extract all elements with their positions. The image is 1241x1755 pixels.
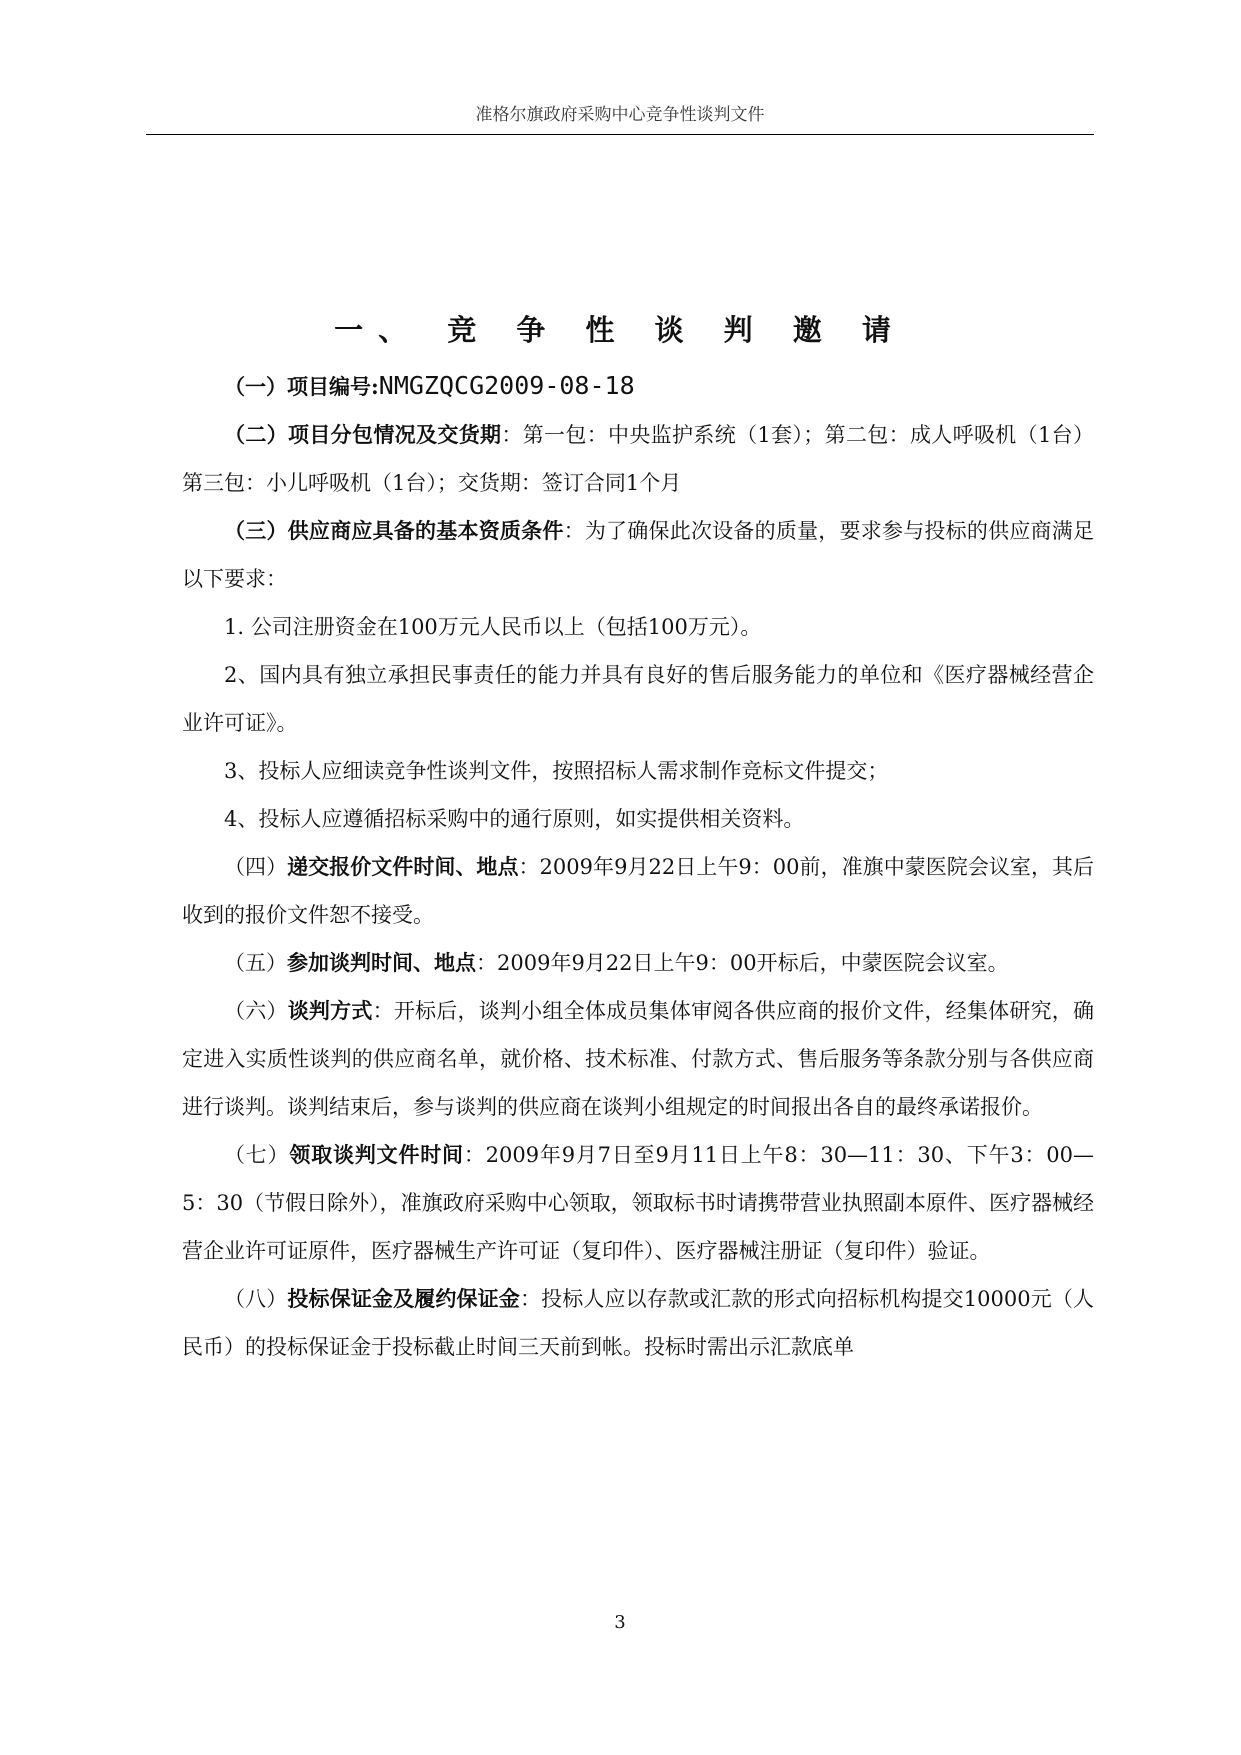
submission-prefix: （四） <box>224 855 288 879</box>
submission-text: ：2009年9月22日上午9：00前，准旗中蒙医院会议室，其后收到的报价文件恕不接受。 <box>182 855 1095 927</box>
section-title: 一、 竞 争 性 谈 判 邀 请 <box>334 313 906 347</box>
page-number: 3 <box>614 1612 626 1633</box>
submission-label: 递交报价文件时间、地点 <box>287 854 519 879</box>
requirement-item-4: 4、投标人应遵循招标采购中的通行原则，如实提供相关资料。 <box>224 807 805 831</box>
negotiation-time-label: 参加谈判时间、地点 <box>287 950 476 975</box>
paragraph-negotiation-time <box>182 939 1094 987</box>
lots-delivery-text: ：第一包：中央监护系统（1套）；第二包：成人呼吸机（1台）第三包：小儿呼吸机（1台）；交货期：签订合同1个月 <box>182 423 1094 495</box>
requirement-item-2: 2、国内具有独立承担民事责任的能力并具有良好的售后服务能力的单位和《医疗器械经营企业许可证》。 <box>182 663 1094 735</box>
document-pickup-prefix: （七） <box>224 1143 290 1167</box>
document-pickup-text: ：2009年9月7日至9月11日上午8：30—11：30、下午3：00—5：30（节假日除外），准旗政府采购中心领取，领取标书时请携带营业执照副本原件、医疗器械经营企业许可证原件，医疗器械生产许可证（复印件）、医疗器械注册证（复印件）验证。 <box>182 1143 1095 1263</box>
deposit-text: ：投标人应以存款或汇款的形式向招标机构提交10000元（人民币）的投标保证金于投标截止时间三天前到帐。投标时需出示汇款底单 <box>182 1287 1095 1359</box>
paragraph-submission <box>182 843 1094 939</box>
negotiation-method-prefix: （六） <box>224 999 288 1023</box>
paragraph-lots-delivery <box>182 411 1094 507</box>
qualifications-text: ：为了确保此次设备的质量，要求参与投标的供应商满足以下要求： <box>182 519 1095 591</box>
paragraph-document-pickup <box>182 1131 1094 1275</box>
negotiation-method-label: 谈判方式 <box>287 998 373 1023</box>
lots-delivery-label: （二）项目分包情况及交货期 <box>224 422 502 447</box>
document-body <box>182 362 1094 1371</box>
paragraph-deposit <box>182 1275 1094 1371</box>
page-header: 准格尔旗政府采购中心竞争性谈判文件 <box>146 100 1094 135</box>
negotiation-time-text: ：2009年9月22日上午9：00开标后，中蒙医院会议室。 <box>476 951 1009 975</box>
deposit-prefix: （八） <box>224 1287 288 1311</box>
document-pickup-label: 领取谈判文件时间 <box>289 1142 464 1167</box>
paragraph-qualifications <box>182 507 1094 603</box>
paragraph-negotiation-method <box>182 987 1094 1131</box>
requirement-item-1: 1. 公司注册资金在100万元人民币以上（包括100万元）。 <box>224 615 762 639</box>
qualifications-label: （三）供应商应具备的基本资质条件 <box>224 518 564 543</box>
negotiation-method-text: ：开标后，谈判小组全体成员集体审阅各供应商的报价文件，经集体研究，确定进入实质性谈判的供应商名单，就价格、技术标准、付款方式、售后服务等条款分别与各供应商进行谈判。谈判结束后，参与谈判的供应商在谈判小组规定的时间报出各自的最终承诺报价。 <box>182 999 1095 1119</box>
requirement-item-3: 3、投标人应细读竞争性谈判文件，按照招标人需求制作竞标文件提交； <box>224 759 889 783</box>
project-number-label: （一）项目编号: <box>224 374 379 399</box>
deposit-label: 投标保证金及履约保证金 <box>287 1286 520 1311</box>
paragraph-project-number <box>182 362 1094 411</box>
project-number-value: NMGZQCG2009-08-18 <box>378 371 635 400</box>
negotiation-time-prefix: （五） <box>224 951 287 975</box>
